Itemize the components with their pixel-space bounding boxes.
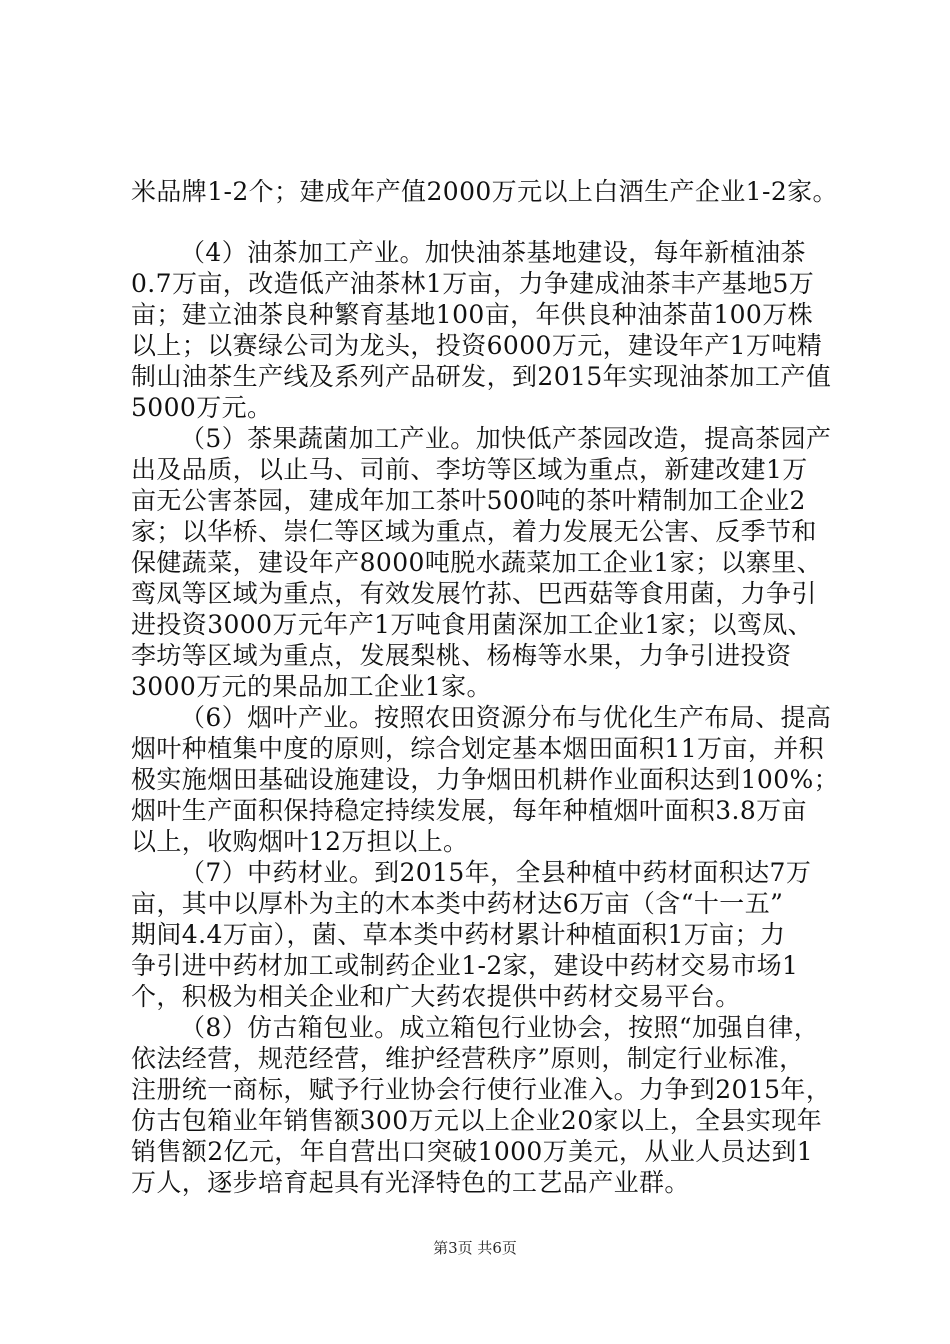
page-number-footer: 第3页 共6页	[433, 1239, 517, 1257]
text-line: 制山油茶生产线及系列产品研发，到2015年实现油茶加工产值	[131, 362, 832, 391]
text-line: 依法经营，规范经营，维护经营秩序”原则，制定行业标准，	[131, 1044, 805, 1073]
text-line: 0.7万亩，改造低产油茶林1万亩，力争建成油茶丰产基地5万	[131, 269, 815, 298]
paragraph-heading-line: （5）茶果蔬菌加工产业。加快低产茶园改造，提高茶园产	[180, 424, 832, 453]
text-line: 以上，收购烟叶12万担以上。	[131, 827, 469, 856]
paragraph-heading-line: （4）油茶加工产业。加快油茶基地建设，每年新植油茶	[180, 238, 806, 267]
text-line: 李坊等区域为重点，发展梨桃、杨梅等水果，力争引进投资	[131, 641, 792, 670]
text-line: 进投资3000万元年产1万吨食用菌深加工企业1家；以鸾凤、	[131, 610, 814, 639]
text-line: 注册统一商标，赋予行业协会行使行业准入。力争到2015年，	[131, 1075, 832, 1104]
text-line: 争引进中药材加工或制药企业1-2家，建设中药材交易市场1	[131, 951, 799, 980]
text-line: 期间4.4万亩），菌、草本类中药材累计种植面积1万亩；力	[131, 920, 786, 949]
text-line: 个，积极为相关企业和广大药农提供中药材交易平台。	[131, 982, 741, 1011]
text-line: 鸾凤等区域为重点，有效发展竹荪、巴西菇等食用菌，力争引	[131, 579, 817, 608]
text-line: 家；以华桥、崇仁等区域为重点，着力发展无公害、反季节和	[131, 517, 817, 546]
paragraph-heading-line: （7）中药材业。到2015年，全县种植中药材面积达7万	[180, 858, 812, 887]
text-line: 仿古包箱业年销售额300万元以上企业20家以上，全县实现年	[131, 1106, 823, 1135]
paragraph-heading-line: （8）仿古箱包业。成立箱包行业协会，按照“加强自律，	[180, 1013, 820, 1042]
text-line: 烟叶生产面积保持稳定持续发展，每年种植烟叶面积3.8万亩	[131, 796, 807, 825]
text-line: 烟叶种植集中度的原则，综合划定基本烟田面积11万亩，并积	[131, 734, 825, 763]
text-line: 米品牌1-2个；建成年产值2000万元以上白酒生产企业1-2家。	[131, 177, 838, 206]
text-line: 保健蔬菜，建设年产8000吨脱水蔬菜加工企业1家；以寨里、	[131, 548, 823, 577]
text-line: 5000万元。	[131, 393, 273, 422]
text-line: 出及品质，以止马、司前、李坊等区域为重点，新建改建1万	[131, 455, 808, 484]
text-line: 亩无公害茶园，建成年加工茶叶500吨的茶叶精制加工企业2	[131, 486, 806, 515]
text-line: 亩；建立油茶良种繁育基地100亩，年供良种油茶苗100万株	[131, 300, 814, 329]
text-line: 万人，逐步培育起具有光泽特色的工艺品产业群。	[131, 1168, 690, 1197]
text-line: 3000万元的果品加工企业1家。	[131, 672, 492, 701]
text-line: 销售额2亿元，年自营出口突破1000万美元，从业人员达到1	[131, 1137, 814, 1166]
text-line: 极实施烟田基础设施建设，力争烟田机耕作业面积达到100%；	[131, 765, 840, 794]
text-line: 以上；以赛绿公司为龙头，投资6000万元，建设年产1万吨精	[131, 331, 823, 360]
text-line: 亩，其中以厚朴为主的木本类中药材达6万亩（含“十一五”	[131, 889, 784, 918]
paragraph-heading-line: （6）烟叶产业。按照农田资源分布与优化生产布局、提高	[180, 703, 832, 732]
